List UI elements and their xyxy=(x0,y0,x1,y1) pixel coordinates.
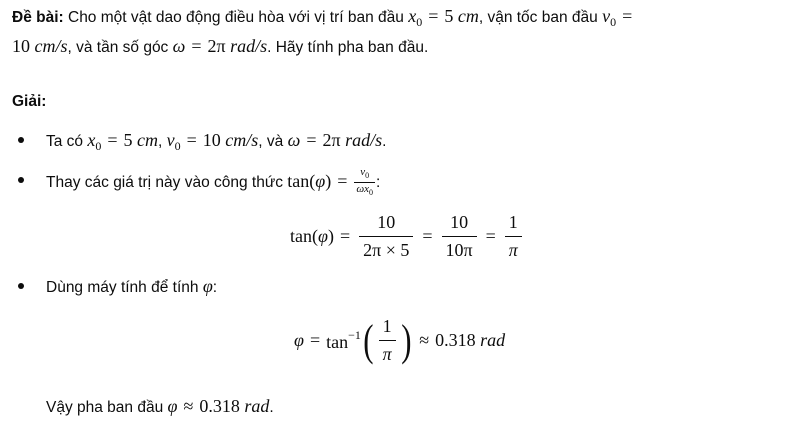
problem-text-4: . Hãy tính pha ban đầu. xyxy=(267,39,429,56)
math-v0-value: 10 cm/s xyxy=(12,36,68,56)
eq1-fraction-3: $\frac{1}{\pi}$ xyxy=(505,212,522,261)
solution-label: Giải: xyxy=(12,93,47,110)
math-v0: $v_0$ = xyxy=(602,6,633,29)
bullet-marker xyxy=(18,283,24,289)
eq2-arctan: $\tan^{-1}$ xyxy=(326,328,361,352)
problem-line-1 xyxy=(12,2,638,36)
math-x0: $x_0 = 5$ cm xyxy=(408,6,479,29)
eq1-fraction-2: $\frac{10}{10\pi}$ xyxy=(442,212,477,261)
equation-tan-phi: tan(φ) = $\frac{10}{2\pi \times 5}$ = $\frac{10}{10\pi}$ = $\frac{1}{\pi}$ xyxy=(290,212,525,261)
math-omega: ω = 2π rad/s xyxy=(172,36,268,56)
solution-step-3: Dùng máy tính để tính φ: xyxy=(46,276,218,296)
problem-text-2: , vận tốc ban đầu xyxy=(478,9,603,26)
problem-label: Đề bài: xyxy=(12,9,64,26)
equation-phi: $\varphi = \tan^{-1}$( $\frac{1}{\pi}$ ) ≈ 0.318 rad xyxy=(294,315,506,365)
conclusion-line: Vậy pha ban đầu φ ≈ 0.318 rad. xyxy=(46,396,274,416)
problem-text-3: , và tần số góc xyxy=(67,39,173,56)
bullet-marker xyxy=(18,177,24,183)
problem-line-2 xyxy=(12,32,428,62)
problem-text-1: Cho một vật dao động điều hòa với vị trí ban đầu xyxy=(63,9,409,26)
solution-step-2: Thay các giá trị này vào công thức tan(φ) = $\frac{v_0}{\omega x_0}$ : xyxy=(46,166,381,198)
eq1-lhs: tan(φ) xyxy=(290,226,334,246)
right-paren: ) xyxy=(400,315,412,365)
left-paren: ( xyxy=(363,315,374,365)
solution-step-1: Ta có $x_0 = 5$ cm, $v_0 = 10$ cm/s, và ω = 2π rad/s. xyxy=(46,130,387,153)
bullet-marker xyxy=(18,137,24,143)
eq1-fraction-1: $\frac{10}{2\pi \times 5}$ xyxy=(359,212,413,261)
eq2-fraction: $\frac{1}{\pi}$ xyxy=(379,316,396,365)
